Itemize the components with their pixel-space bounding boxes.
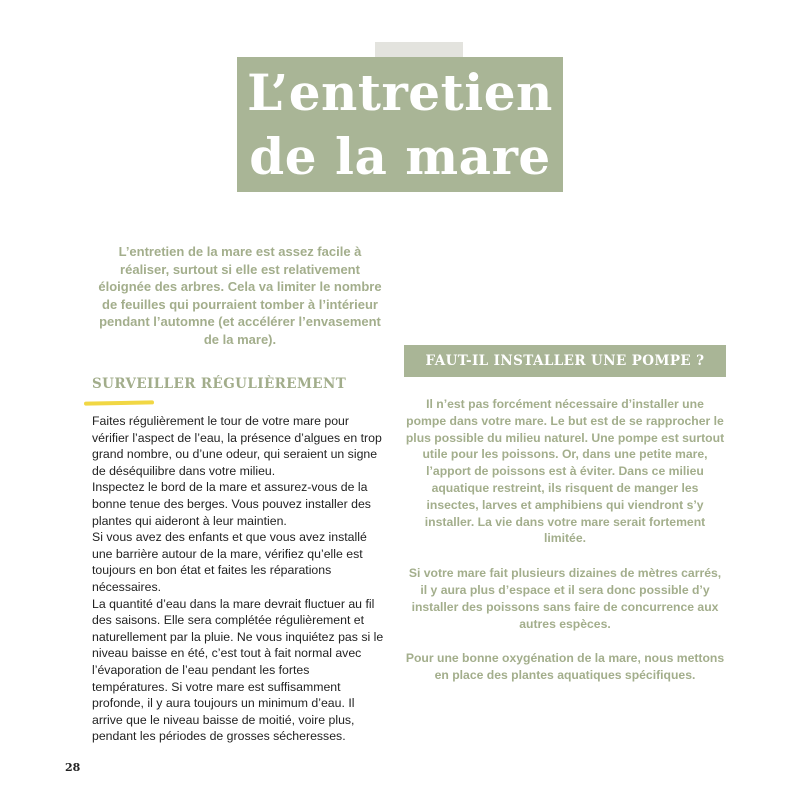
- intro-text: L’entretien de la mare est assez facile à réaliser, surtout si elle est relativement éloignée des arbres. Cela va limiter le nombre de feuilles qui pourraient tomber à l’intérieur pendant l’automne (et accélérer l’envasement de la mare).: [98, 244, 382, 347]
- paragraph: Pour une bonne oxygénation de la mare, nous mettons en place des plantes aquatiques spécifiques.: [405, 651, 725, 683]
- title-line-2: de la mare: [249, 127, 551, 186]
- paragraph: Si votre mare fait plusieurs dizaines de mètres carrés, il y aura plus d’espace et il sera donc possible d’y installer des poissons sans faire de concurrence aux autres espèces.: [408, 566, 722, 631]
- section-heading-surveiller: SURVEILLER RÉGULIÈREMENT: [92, 376, 347, 392]
- page-number: 28: [65, 761, 81, 774]
- page-title: [237, 57, 563, 189]
- paragraph: Faites régulièrement le tour de votre mare pour vérifier l’aspect de l’eau, la présence d’algues en trop grand nombre, ou d’une odeur, qui seraient un signe de déséquilibre dans votre milieu.: [92, 414, 382, 478]
- body-text-left: [92, 413, 388, 745]
- heading-highlight: [84, 400, 154, 405]
- paragraph: Si vous avez des enfants et que vous avez installé une barrière autour de la mare, vérifiez qu’elle est toujours en bon état et faites les réparations nécessaires.: [92, 530, 367, 594]
- paragraph: La quantité d’eau dans la mare devrait fluctuer au fil des saisons. Elle sera complétée régulièrement et naturellement par la pluie. Ne vous inquiétez pas si le niveau baisse en été, c’est tout à fait normal avec l’évaporation de l’eau pendant les fortes températures. Si votre mare est suffisamment profonde, il y aura toujours un minimum d’eau. Il arrive que le niveau baisse de moitié, voire plus, pendant les périodes de grosses sécheresses.: [92, 596, 384, 744]
- paragraph: Inspectez le bord de la mare et assurez-vous de la bonne tenue des berges. Vous pouvez installer des plantes qui aideront à leur maintien.: [92, 480, 371, 528]
- title-line-1: L’entretien: [247, 63, 553, 122]
- section-heading-pompe: FAUT-IL INSTALLER UNE POMPE ?: [425, 353, 705, 369]
- body-text-right: [405, 396, 725, 702]
- paragraph: Il n’est pas forcément nécessaire d’installer une pompe dans votre mare. Le but est de se rapprocher le plus possible du milieu naturel. Une pompe est surtout utile pour les poissons. Or, dans une petite mare, l’apport de poissons est à éviter. Dans ce milieu aquatique restreint, ils risquent de manger les insectes, larves et amphibiens qui viendront s’y installer. La vie dans votre mare serait fortement limitée.: [405, 397, 725, 546]
